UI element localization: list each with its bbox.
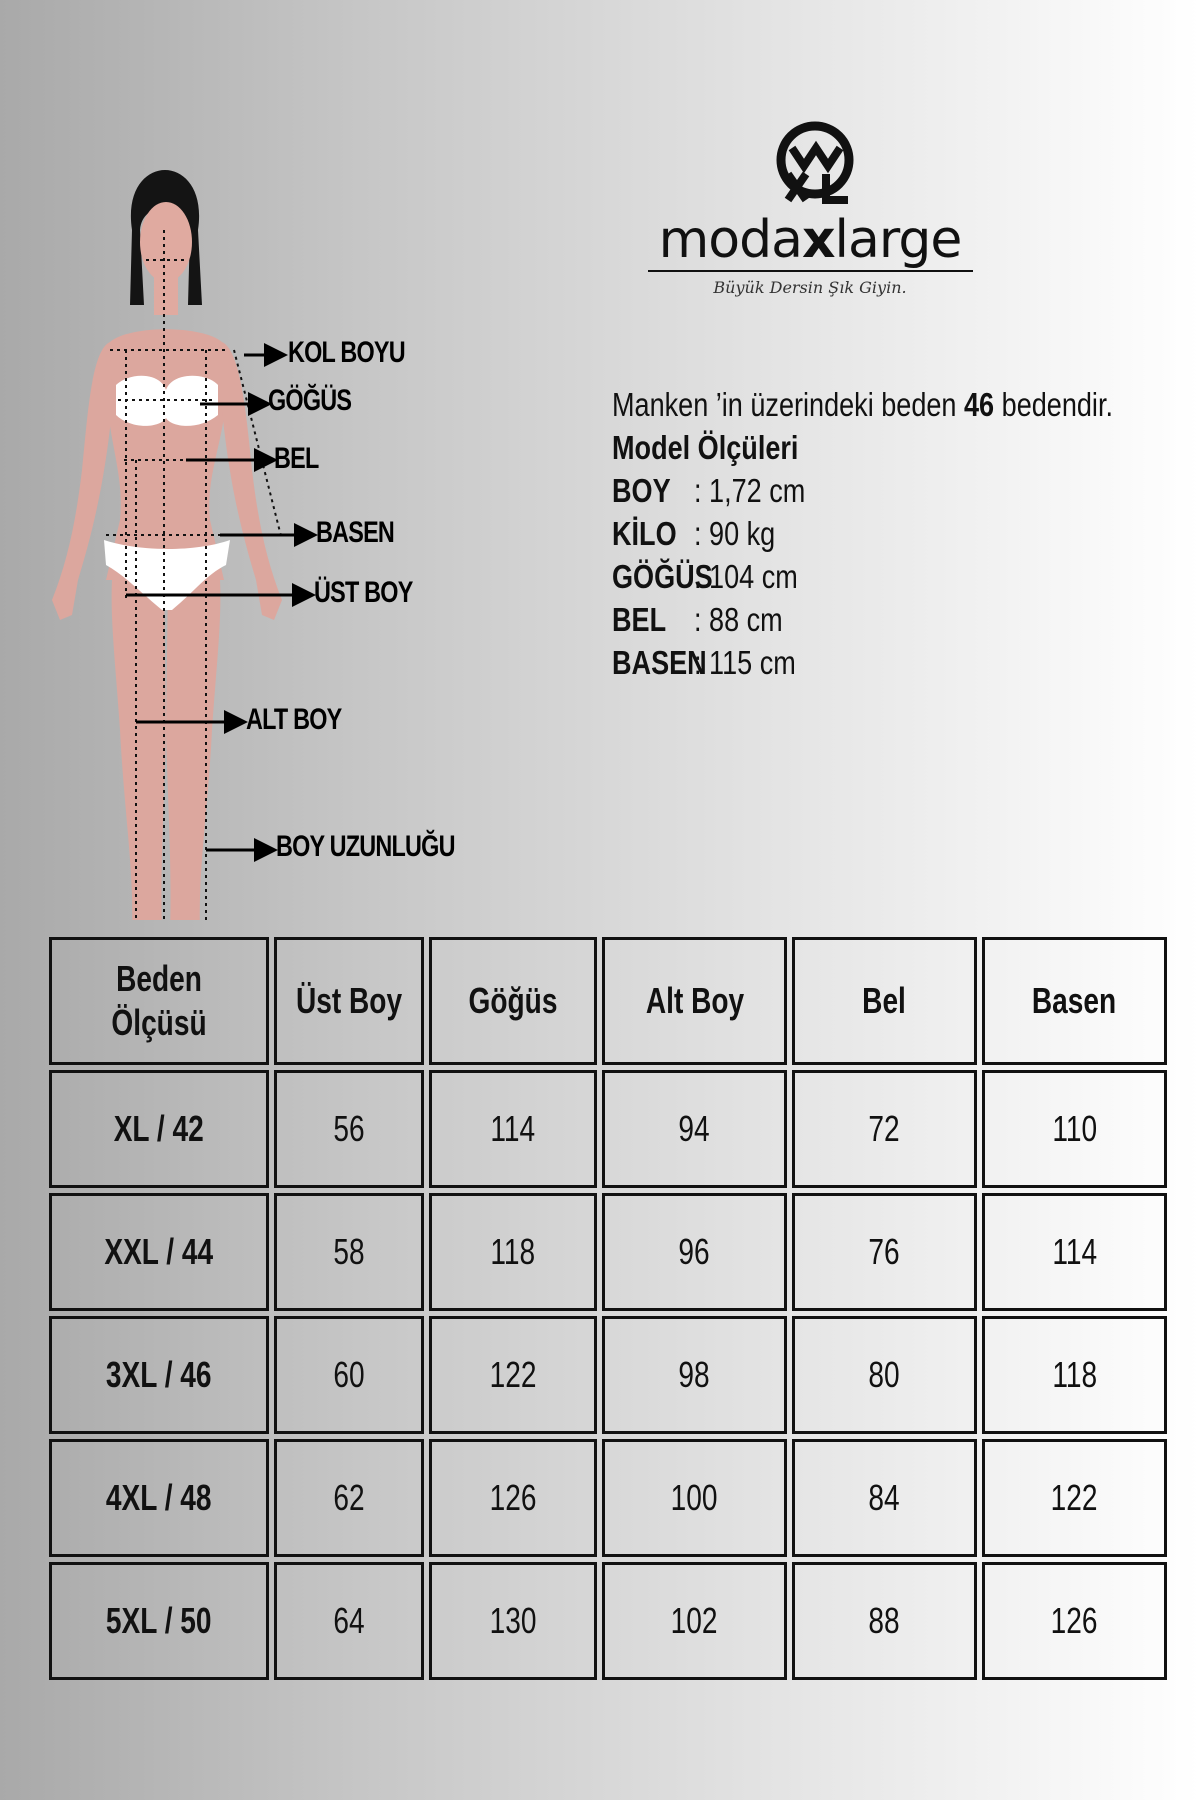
brand-logo: [640, 118, 1000, 318]
table-row: [49, 1562, 1167, 1680]
table-cell: 102: [602, 1562, 787, 1680]
model-measure-row: [612, 512, 1071, 555]
model-measure-value: : 115 cm: [694, 644, 796, 681]
size-table: [44, 932, 1172, 1685]
table-cell: 58: [274, 1193, 424, 1311]
table-cell: 80: [792, 1316, 977, 1434]
model-measure-key: BOY: [612, 472, 671, 509]
size-cell: 4XL / 48: [49, 1439, 269, 1557]
table-cell: 110: [982, 1070, 1167, 1188]
model-measure-row: [612, 555, 1071, 598]
label-alt-boy: ALT BOY: [246, 703, 342, 736]
model-measure-value: : 88 cm: [694, 601, 783, 638]
label-kol-boyu: KOL BOYU: [288, 336, 405, 369]
table-cell: 98: [602, 1316, 787, 1434]
label-basen: BASEN: [316, 516, 395, 549]
table-cell: 122: [982, 1439, 1167, 1557]
label-boy-uzunlugu: BOY UZUNLUĞU: [276, 830, 455, 863]
model-measure-key: GÖĞÜS: [612, 558, 713, 595]
model-measurements-heading: Model Ölçüleri: [612, 429, 799, 466]
table-cell: 56: [274, 1070, 424, 1188]
table-cell: 126: [429, 1439, 597, 1557]
model-measure-row: [612, 598, 1071, 641]
table-row: [49, 1070, 1167, 1188]
table-cell: 114: [982, 1193, 1167, 1311]
measurement-arrows: [20, 110, 320, 920]
table-cell: 118: [429, 1193, 597, 1311]
table-cell: 96: [602, 1193, 787, 1311]
table-cell: 114: [429, 1070, 597, 1188]
brand-underline: [648, 270, 973, 272]
header-bel: Bel: [792, 937, 977, 1065]
model-measure-key: KİLO: [612, 515, 677, 552]
model-measure-row: [612, 469, 1071, 512]
model-info: [612, 383, 1172, 684]
header-gogus: Göğüs: [429, 937, 597, 1065]
size-cell: XL / 42: [49, 1070, 269, 1188]
label-ust-boy: ÜST BOY: [314, 576, 413, 609]
model-measure-value: : 104 cm: [694, 558, 798, 595]
table-row: [49, 1193, 1167, 1311]
table-cell: 118: [982, 1316, 1167, 1434]
table-cell: 72: [792, 1070, 977, 1188]
table-cell: 64: [274, 1562, 424, 1680]
model-measure-row: [612, 641, 1071, 684]
table-cell: 60: [274, 1316, 424, 1434]
table-cell: 130: [429, 1562, 597, 1680]
table-cell: 122: [429, 1316, 597, 1434]
table-cell: 88: [792, 1562, 977, 1680]
table-header-row: [49, 937, 1167, 1065]
model-measure-key: BEL: [612, 601, 667, 638]
model-measure-key: BASEN: [612, 644, 707, 681]
table-row: [49, 1439, 1167, 1557]
table-cell: 84: [792, 1439, 977, 1557]
table-cell: 100: [602, 1439, 787, 1557]
mannequin-figure: [20, 110, 455, 920]
model-size-note: Manken ’in üzerindeki beden 46 bedendir.: [612, 386, 1113, 423]
size-cell: 5XL / 50: [49, 1562, 269, 1680]
header-beden-olcusu: Beden Ölçüsü: [49, 937, 269, 1065]
size-cell: XXL / 44: [49, 1193, 269, 1311]
header-basen: Basen: [982, 937, 1167, 1065]
label-gogus: GÖĞÜS: [268, 384, 352, 417]
table-cell: 76: [792, 1193, 977, 1311]
logo-mark-icon: [770, 118, 860, 208]
table-cell: 94: [602, 1070, 787, 1188]
model-measure-value: : 90 kg: [694, 515, 776, 552]
brand-tagline: Büyük Dersin Şık Giyin.: [713, 278, 907, 297]
header-ust-boy: Üst Boy: [274, 937, 424, 1065]
label-bel: BEL: [274, 442, 319, 475]
table-row: [49, 1316, 1167, 1434]
brand-name: modaxlarge: [658, 210, 962, 270]
size-cell: 3XL / 46: [49, 1316, 269, 1434]
model-measure-value: : 1,72 cm: [694, 472, 806, 509]
table-cell: 126: [982, 1562, 1167, 1680]
table-cell: 62: [274, 1439, 424, 1557]
header-alt-boy: Alt Boy: [602, 937, 787, 1065]
